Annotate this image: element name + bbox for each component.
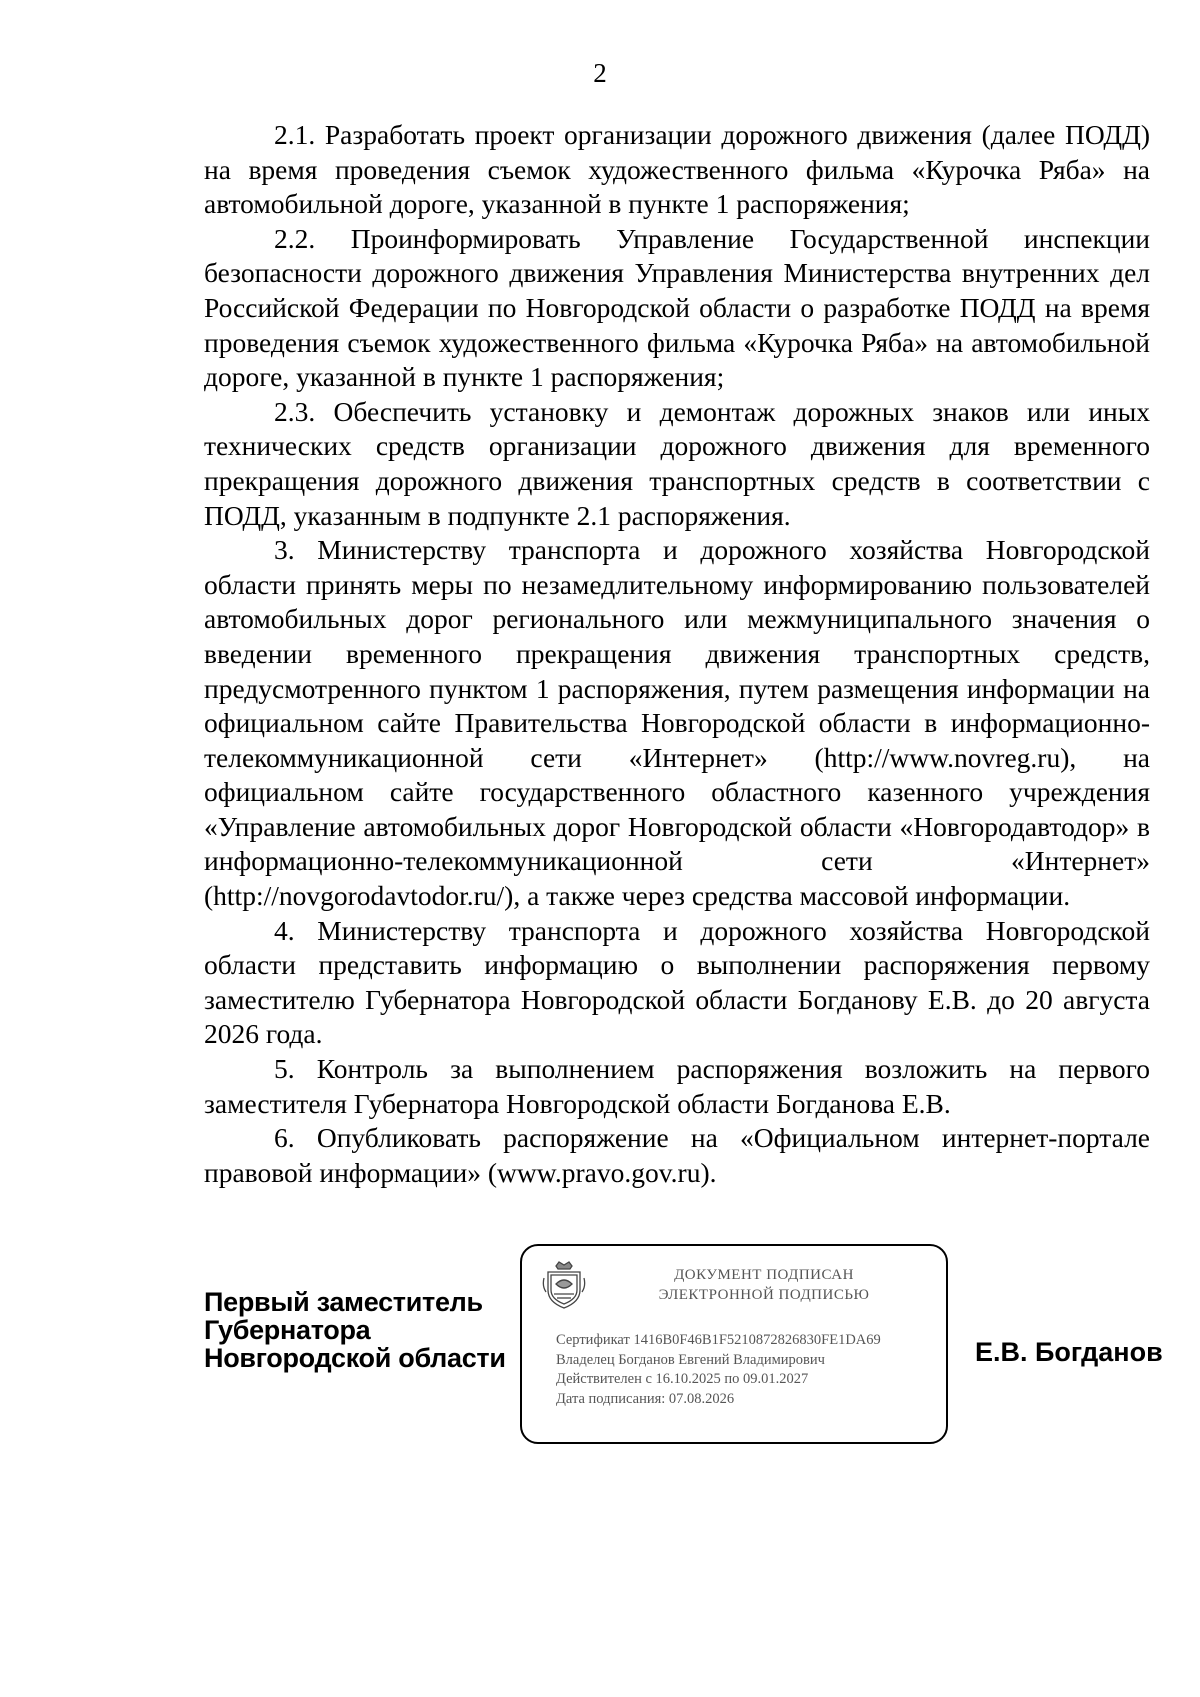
paragraph-3: 3. Министерству транспорта и дорожного хозяйства Новгородской области принять меры по незамедлительному информированию пользователей автомобильных дорог регионального или межмуниципального значения о введении временного прекращения движения транспортных средств, предусмотренного пунктом 1 распоряжения, путем размещения информации на официальном сайте Правительства Новгородской области в информационно-телекоммуникационной сети «Интернет» (http://www.novreg.ru), на официальном сайте государственного областного казенного учреждения «Управление автомобильных дорог Новгородской области «Новгородавтодор» в информационно-телекоммуникационной сети «Интернет» (http://novgorodavtodor.ru/), а также через средства массовой информации.: [204, 534, 1150, 912]
paragraph-4: 4. Министерству транспорта и дорожного хозяйства Новгородской области представить информацию о выполнении распоряжения первому заместителю Губернатора Новгородской области Богданову Е.В. до 20 августа 2026 года.: [204, 914, 1150, 1050]
signer-title-line: Первый заместитель: [204, 1287, 483, 1317]
paragraph-5: 5. Контроль за выполнением распоряжения возложить на первого заместителя Губернатора Новгородской области Богданова Е.В.: [204, 1053, 1150, 1119]
signer-title-line: Новгородской области: [204, 1343, 506, 1373]
paragraph-2-2: 2.2. Проинформировать Управление Государственной инспекции безопасности дорожного движения Управления Министерства внутренних дел Российской Федерации по Новгородской области о разработке ПОДД на время проведения съемок художественного фильма «Курочка Ряба» на автомобильной дороге, указанной в пункте 1 распоряжения;: [204, 222, 1150, 393]
coat-of-arms-icon: [542, 1260, 586, 1310]
signer-name: Е.В. Богданов: [975, 1337, 1163, 1367]
paragraph-2-3: 2.3. Обеспечить установку и демонтаж дорожных знаков или иных технических средств организации дорожного движения для временного прекращения дорожного движения транспортных средств в соответствии с ПОДД, указанным в подпункте 2.1 распоряжения.: [204, 395, 1150, 531]
stamp-details: [556, 1331, 881, 1409]
paragraph-2-1: 2.1. Разработать проект организации дорожного движения (далее ПОДД) на время проведения съемок художественного фильма «Курочка Ряба» на автомобильной дороге, указанной в пункте 1 распоряжения;: [204, 119, 1150, 220]
certificate-validity: Действителен с 16.10.2025 по 09.01.2027: [556, 1371, 809, 1387]
document-body: [204, 118, 1150, 1190]
page-number: 2: [593, 58, 607, 88]
stamp-heading: [592, 1265, 936, 1305]
certificate-owner: Владелец Богданов Евгений Владимирович: [556, 1351, 825, 1368]
signer-title-line: Губернатора: [204, 1315, 371, 1345]
certificate-number: Сертификат 1416B0F46B1F5210872826830FE1DA69: [556, 1332, 881, 1348]
signing-date: Дата подписания: 07.08.2026: [556, 1390, 735, 1407]
stamp-heading-line: ДОКУМЕНТ ПОДПИСАН: [674, 1267, 854, 1283]
electronic-signature-stamp: [520, 1244, 948, 1444]
paragraph-6: 6. Опубликовать распоряжение на «Официальном интернет-портале правовой информации» (www.pravo.gov.ru).: [204, 1122, 1150, 1188]
signer-title: [204, 1288, 506, 1372]
stamp-heading-line: ЭЛЕКТРОННОЙ ПОДПИСЬЮ: [658, 1287, 870, 1303]
